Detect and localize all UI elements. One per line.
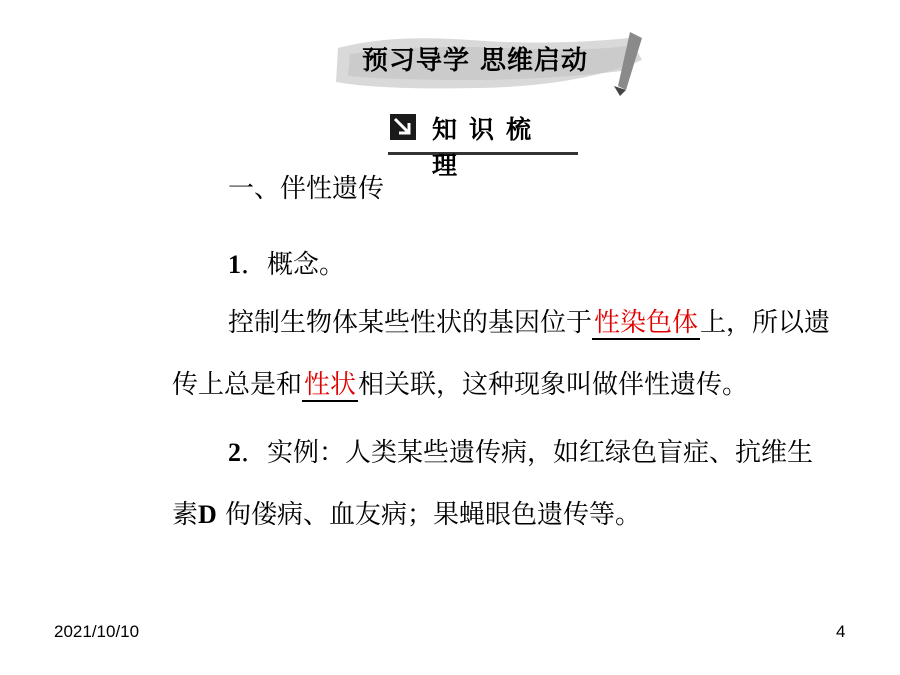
blank-answer-trait: 性状 bbox=[304, 370, 357, 400]
item-1-line-2 bbox=[172, 356, 748, 414]
text-span: 传上总是和 bbox=[172, 370, 303, 400]
text-span: 素 bbox=[172, 500, 199, 530]
section-banner bbox=[330, 30, 650, 96]
item-2-line-1 bbox=[228, 424, 813, 482]
item-1-title: ．概念。 bbox=[241, 250, 346, 280]
text-span: 上，所以遗 bbox=[700, 308, 831, 338]
section-heading: 一、伴性遗传 bbox=[228, 174, 385, 204]
page-number: 4 bbox=[836, 622, 846, 641]
item-1-number: 1 bbox=[228, 250, 241, 279]
item-2-line-2 bbox=[172, 486, 641, 544]
arrow-down-right-icon bbox=[390, 114, 416, 140]
vitamin-d-letter: D bbox=[198, 500, 217, 529]
text-span: 佝偻病、血友病；果蝇眼色遗传等。 bbox=[216, 500, 642, 530]
text-span: ．实例：人类某些遗传病，如红绿色盲症、抗维生 bbox=[241, 438, 814, 468]
section-label-text: 知识梳理 bbox=[432, 115, 544, 180]
item-1-heading bbox=[228, 236, 345, 294]
item-1-line-1 bbox=[228, 294, 830, 352]
text-span: 相关联，这种现象叫做伴性遗传。 bbox=[358, 370, 749, 400]
item-2-number: 2 bbox=[228, 438, 241, 467]
banner-title: 预习导学 思维启动 bbox=[362, 46, 589, 76]
footer-date: 2021/10/10 bbox=[54, 622, 140, 641]
section-label bbox=[388, 108, 578, 180]
text-span: 控制生物体某些性状的基因位于 bbox=[228, 308, 593, 338]
blank-answer-sex-chromosome: 性染色体 bbox=[594, 308, 699, 338]
